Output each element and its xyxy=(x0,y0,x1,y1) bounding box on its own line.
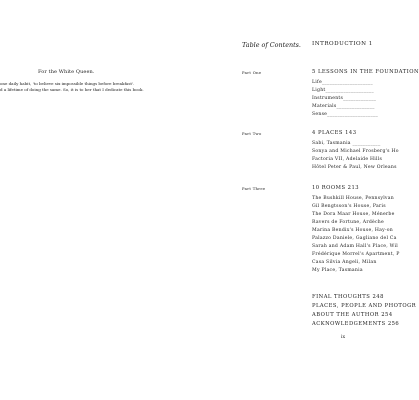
toc-entry: Sarah and Adam Hall's Place, Wil xyxy=(312,244,399,249)
toc-entry: Casa Silvia Angeli, Milan xyxy=(312,260,377,265)
toc-entry: The Dora Maar House, Ménerbe xyxy=(312,212,395,217)
toc-entry-final-thoughts: FINAL THOUGHTS 248 xyxy=(312,294,384,300)
dedication-line: one daily habit, 'to believe six impossible things before breakfast'. xyxy=(0,81,135,86)
toc-entry: Instruments_____________ xyxy=(312,96,377,101)
toc-entry-acknowledgements: ACKNOWLEDGEMENTS 256 xyxy=(312,321,400,327)
toc-entry-introduction: INTRODUCTION 1 xyxy=(312,41,373,47)
part-label: Part Three xyxy=(242,186,266,191)
toc-entry: Sense____________________ xyxy=(312,112,379,117)
toc-entry: Factoria VII, Adelaide Hills xyxy=(312,157,383,162)
toc-entry: Ravers de Fortune, Ardèche xyxy=(312,220,384,225)
toc-entry: Gil Bengtsson's House, Paris xyxy=(312,204,386,209)
part-label: Part One xyxy=(242,70,262,75)
toc-entry: Sonya and Michael Frosberg's Ho xyxy=(312,149,399,154)
toc-entry: Light___________________ xyxy=(312,88,374,93)
toc-entry: Sabi, Tasmania ___________ xyxy=(312,141,381,146)
toc-entry: Hôtel Peter & Paul, New Orleans xyxy=(312,165,397,170)
section-heading: 5 LESSONS IN THE FOUNDATION xyxy=(312,69,419,75)
page-number: ix xyxy=(341,335,346,340)
toc-entry-places-people: PLACES, PEOPLE AND PHOTOGR xyxy=(312,303,417,309)
toc-entry: My Place, Tasmania xyxy=(312,268,363,273)
part-label: Part Two xyxy=(242,131,262,136)
section-heading: 4 PLACES 143 xyxy=(312,130,357,136)
toc-entry: Palazzo Daniele, Gagliano del Ca xyxy=(312,236,397,241)
toc-entry: Life____________________ xyxy=(312,80,373,85)
toc-entry: The Bushkill House, Pennsylvan xyxy=(312,196,394,201)
section-heading: 10 ROOMS 213 xyxy=(312,185,360,191)
toc-page xyxy=(200,0,419,400)
toc-entry-about-author: ABOUT THE AUTHOR 254 xyxy=(312,312,393,318)
toc-entry: Materials_______________ xyxy=(312,104,375,109)
dedication-title: For the White Queen. xyxy=(38,69,95,75)
toc-entry: Frédérique Morrel's Apartment, P xyxy=(312,252,400,257)
dedication-line: d a lifetime of doing the same. So, it is to her that I dedicate this book. xyxy=(0,87,144,92)
toc-entry: Marina Bendix's House, Hay-on xyxy=(312,228,393,233)
toc-heading: Table of Contents. xyxy=(242,41,301,49)
dedication-page xyxy=(0,0,200,400)
